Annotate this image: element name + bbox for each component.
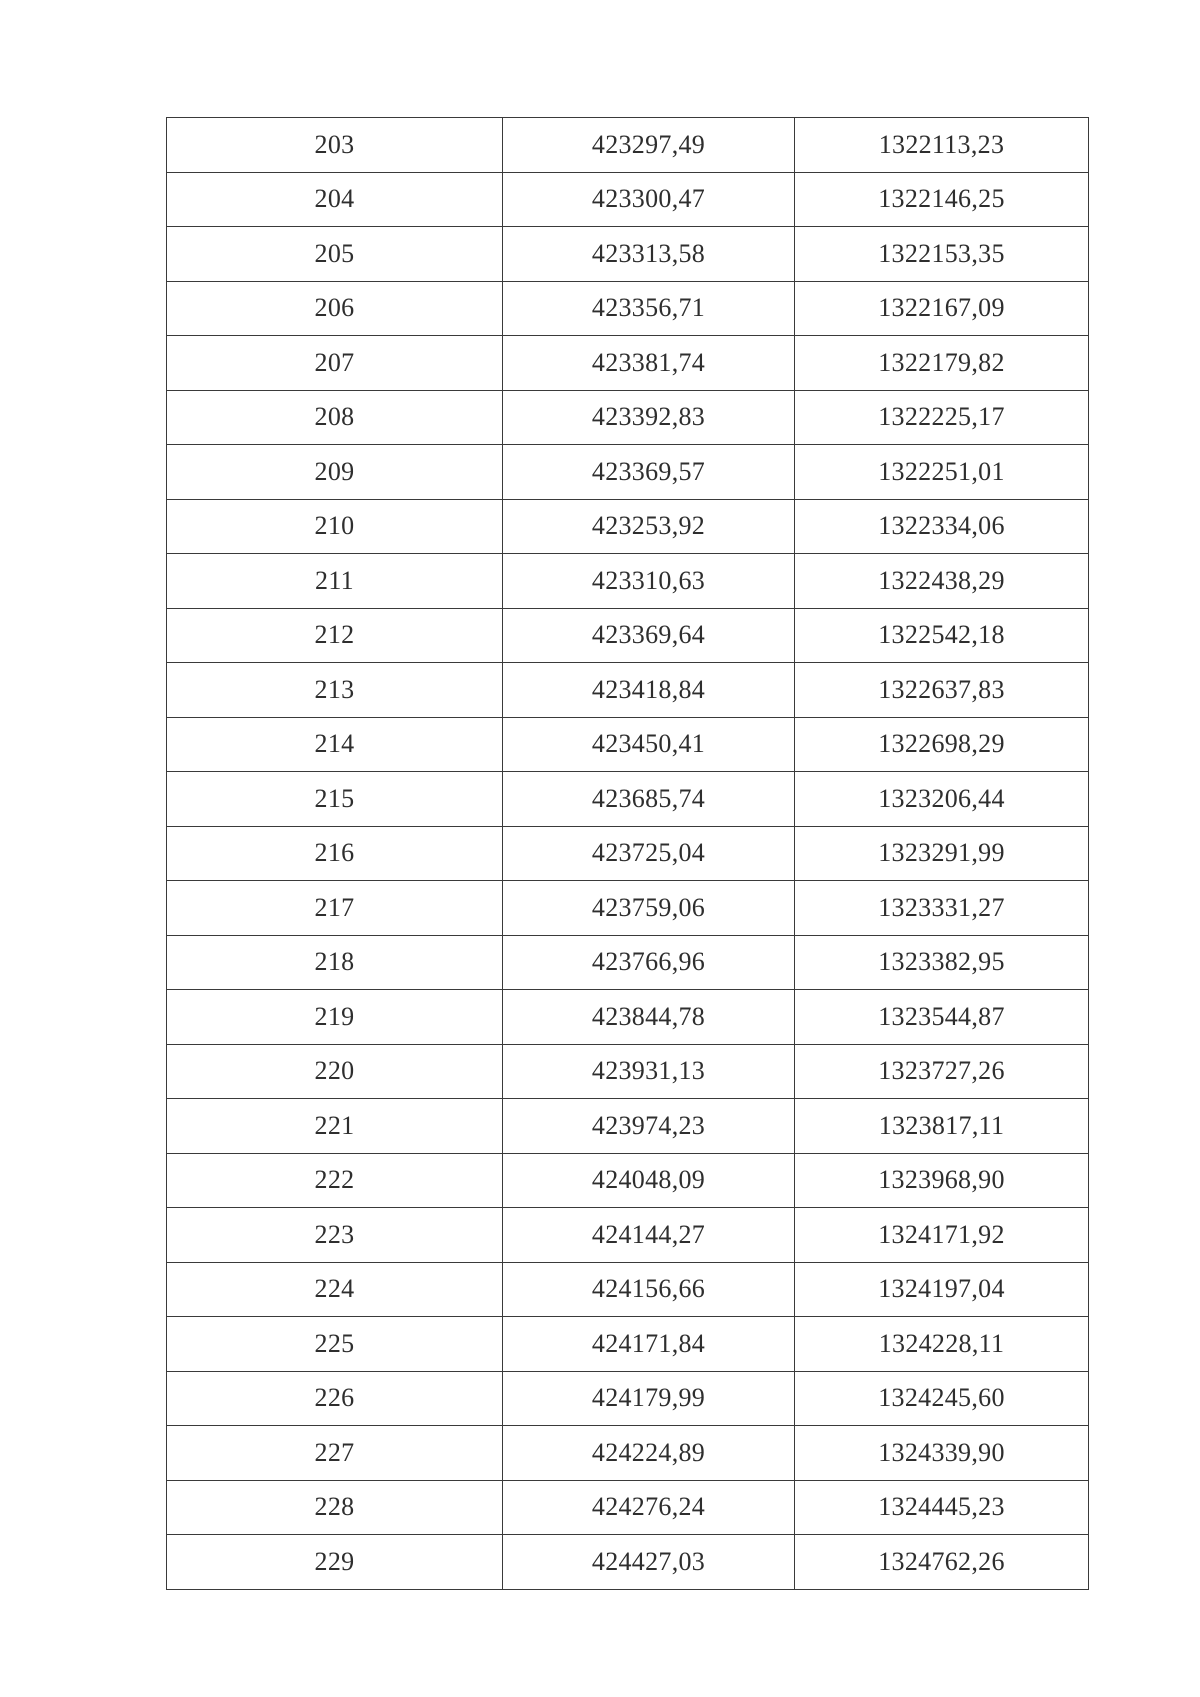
- y-coordinate-cell: 1324339,90: [795, 1426, 1089, 1481]
- x-coordinate-cell: 424224,89: [503, 1426, 795, 1481]
- point-number-cell: 206: [167, 281, 503, 336]
- x-coordinate-cell: 424427,03: [503, 1535, 795, 1590]
- y-coordinate-cell: 1322113,23: [795, 118, 1089, 173]
- y-coordinate-cell: 1322167,09: [795, 281, 1089, 336]
- y-coordinate-cell: 1323968,90: [795, 1153, 1089, 1208]
- point-number-cell: 209: [167, 445, 503, 500]
- point-number-cell: 218: [167, 935, 503, 990]
- table-row: [167, 772, 1089, 827]
- x-coordinate-cell: 423381,74: [503, 336, 795, 391]
- point-number-cell: 225: [167, 1317, 503, 1372]
- y-coordinate-cell: 1323727,26: [795, 1044, 1089, 1099]
- y-coordinate-cell: 1324171,92: [795, 1208, 1089, 1263]
- table-row: [167, 1262, 1089, 1317]
- y-coordinate-cell: 1323382,95: [795, 935, 1089, 990]
- x-coordinate-cell: 423356,71: [503, 281, 795, 336]
- table-row: [167, 1371, 1089, 1426]
- table-row: [167, 1208, 1089, 1263]
- point-number-cell: 224: [167, 1262, 503, 1317]
- table-row: [167, 554, 1089, 609]
- table-row: [167, 881, 1089, 936]
- y-coordinate-cell: 1322698,29: [795, 717, 1089, 772]
- x-coordinate-cell: 423253,92: [503, 499, 795, 554]
- table-row: [167, 172, 1089, 227]
- point-number-cell: 219: [167, 990, 503, 1045]
- point-number-cell: 213: [167, 663, 503, 718]
- y-coordinate-cell: 1323206,44: [795, 772, 1089, 827]
- table-row: [167, 390, 1089, 445]
- table-row: [167, 990, 1089, 1045]
- x-coordinate-cell: 423725,04: [503, 826, 795, 881]
- point-number-cell: 216: [167, 826, 503, 881]
- y-coordinate-cell: 1322146,25: [795, 172, 1089, 227]
- point-number-cell: 217: [167, 881, 503, 936]
- y-coordinate-cell: 1324445,23: [795, 1480, 1089, 1535]
- x-coordinate-cell: 424276,24: [503, 1480, 795, 1535]
- point-number-cell: 203: [167, 118, 503, 173]
- x-coordinate-cell: 423759,06: [503, 881, 795, 936]
- table-row: [167, 1426, 1089, 1481]
- x-coordinate-cell: 424179,99: [503, 1371, 795, 1426]
- point-number-cell: 221: [167, 1099, 503, 1154]
- table-row: [167, 118, 1089, 173]
- y-coordinate-cell: 1324228,11: [795, 1317, 1089, 1372]
- point-number-cell: 205: [167, 227, 503, 282]
- y-coordinate-cell: 1322179,82: [795, 336, 1089, 391]
- x-coordinate-cell: 423766,96: [503, 935, 795, 990]
- x-coordinate-cell: 424156,66: [503, 1262, 795, 1317]
- point-number-cell: 228: [167, 1480, 503, 1535]
- point-number-cell: 211: [167, 554, 503, 609]
- point-number-cell: 227: [167, 1426, 503, 1481]
- y-coordinate-cell: 1323544,87: [795, 990, 1089, 1045]
- table-row: [167, 663, 1089, 718]
- y-coordinate-cell: 1323817,11: [795, 1099, 1089, 1154]
- point-number-cell: 204: [167, 172, 503, 227]
- x-coordinate-cell: 423369,64: [503, 608, 795, 663]
- y-coordinate-cell: 1322225,17: [795, 390, 1089, 445]
- x-coordinate-cell: 423310,63: [503, 554, 795, 609]
- point-number-cell: 229: [167, 1535, 503, 1590]
- table-row: [167, 1535, 1089, 1590]
- x-coordinate-cell: 423418,84: [503, 663, 795, 718]
- point-number-cell: 207: [167, 336, 503, 391]
- table-row: [167, 1153, 1089, 1208]
- point-number-cell: 222: [167, 1153, 503, 1208]
- x-coordinate-cell: 423931,13: [503, 1044, 795, 1099]
- y-coordinate-cell: 1323291,99: [795, 826, 1089, 881]
- coordinates-table: [166, 117, 1089, 1590]
- y-coordinate-cell: 1324245,60: [795, 1371, 1089, 1426]
- y-coordinate-cell: 1322251,01: [795, 445, 1089, 500]
- x-coordinate-cell: 423392,83: [503, 390, 795, 445]
- y-coordinate-cell: 1322542,18: [795, 608, 1089, 663]
- x-coordinate-cell: 423974,23: [503, 1099, 795, 1154]
- table-row: [167, 1099, 1089, 1154]
- y-coordinate-cell: 1322153,35: [795, 227, 1089, 282]
- table-row: [167, 608, 1089, 663]
- x-coordinate-cell: 424048,09: [503, 1153, 795, 1208]
- table-row: [167, 336, 1089, 391]
- table-row: [167, 445, 1089, 500]
- x-coordinate-cell: 423844,78: [503, 990, 795, 1045]
- y-coordinate-cell: 1324762,26: [795, 1535, 1089, 1590]
- point-number-cell: 223: [167, 1208, 503, 1263]
- table-row: [167, 717, 1089, 772]
- table-row: [167, 1480, 1089, 1535]
- table-row: [167, 227, 1089, 282]
- table-row: [167, 499, 1089, 554]
- x-coordinate-cell: 423369,57: [503, 445, 795, 500]
- y-coordinate-cell: 1322438,29: [795, 554, 1089, 609]
- y-coordinate-cell: 1323331,27: [795, 881, 1089, 936]
- x-coordinate-cell: 424144,27: [503, 1208, 795, 1263]
- point-number-cell: 212: [167, 608, 503, 663]
- point-number-cell: 210: [167, 499, 503, 554]
- table-row: [167, 826, 1089, 881]
- point-number-cell: 226: [167, 1371, 503, 1426]
- table-row: [167, 935, 1089, 990]
- x-coordinate-cell: 423300,47: [503, 172, 795, 227]
- y-coordinate-cell: 1324197,04: [795, 1262, 1089, 1317]
- point-number-cell: 220: [167, 1044, 503, 1099]
- table-row: [167, 281, 1089, 336]
- y-coordinate-cell: 1322334,06: [795, 499, 1089, 554]
- point-number-cell: 215: [167, 772, 503, 827]
- table-row: [167, 1044, 1089, 1099]
- x-coordinate-cell: 423313,58: [503, 227, 795, 282]
- table-row: [167, 1317, 1089, 1372]
- x-coordinate-cell: 424171,84: [503, 1317, 795, 1372]
- x-coordinate-cell: 423450,41: [503, 717, 795, 772]
- y-coordinate-cell: 1322637,83: [795, 663, 1089, 718]
- point-number-cell: 208: [167, 390, 503, 445]
- point-number-cell: 214: [167, 717, 503, 772]
- x-coordinate-cell: 423685,74: [503, 772, 795, 827]
- coordinates-table-body: [167, 118, 1089, 1590]
- x-coordinate-cell: 423297,49: [503, 118, 795, 173]
